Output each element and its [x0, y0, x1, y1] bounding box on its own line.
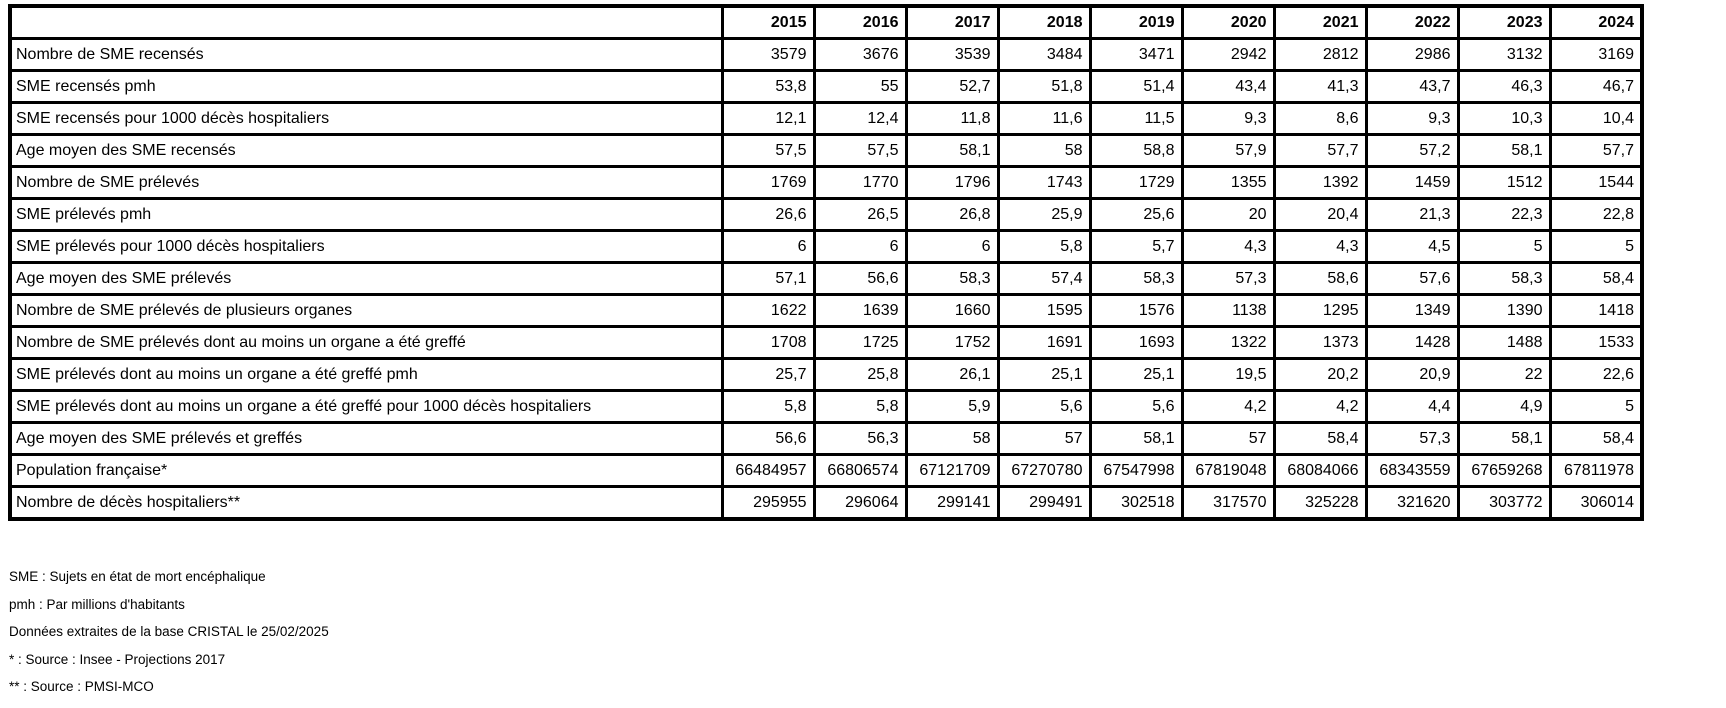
value-cell: 295955	[722, 487, 814, 520]
value-cell: 26,5	[814, 199, 906, 231]
value-cell: 57,5	[722, 135, 814, 167]
value-cell: 1691	[998, 327, 1090, 359]
value-cell: 5	[1550, 391, 1642, 423]
value-cell: 57,7	[1550, 135, 1642, 167]
value-cell: 25,1	[1090, 359, 1182, 391]
value-cell: 12,4	[814, 103, 906, 135]
value-cell: 67659268	[1458, 455, 1550, 487]
year-header-2018: 2018	[998, 6, 1090, 39]
value-cell: 4,9	[1458, 391, 1550, 423]
value-cell: 5,6	[998, 391, 1090, 423]
value-cell: 1660	[906, 295, 998, 327]
value-cell: 22,6	[1550, 359, 1642, 391]
table-row	[10, 167, 1642, 199]
value-cell: 1770	[814, 167, 906, 199]
table-row	[10, 199, 1642, 231]
value-cell: 58,4	[1274, 423, 1366, 455]
value-cell: 1729	[1090, 167, 1182, 199]
year-header-2019: 2019	[1090, 6, 1182, 39]
value-cell: 5	[1458, 231, 1550, 263]
value-cell: 20	[1182, 199, 1274, 231]
value-cell: 68084066	[1274, 455, 1366, 487]
value-cell: 5,6	[1090, 391, 1182, 423]
value-cell: 1622	[722, 295, 814, 327]
value-cell: 4,3	[1182, 231, 1274, 263]
table-row	[10, 71, 1642, 103]
year-header-2017: 2017	[906, 6, 998, 39]
value-cell: 1418	[1550, 295, 1642, 327]
value-cell: 317570	[1182, 487, 1274, 520]
year-header-2020: 2020	[1182, 6, 1274, 39]
value-cell: 1390	[1458, 295, 1550, 327]
footnote: pmh : Par millions d'habitants	[9, 596, 185, 612]
value-cell: 56,6	[814, 263, 906, 295]
value-cell: 58	[906, 423, 998, 455]
value-cell: 58,1	[1458, 135, 1550, 167]
table-header-row	[10, 6, 1642, 39]
value-cell: 67270780	[998, 455, 1090, 487]
table-body	[10, 39, 1642, 520]
row-label: SME prélevés pmh	[10, 199, 722, 231]
value-cell: 57,3	[1366, 423, 1458, 455]
value-cell: 26,1	[906, 359, 998, 391]
value-cell: 57,2	[1366, 135, 1458, 167]
value-cell: 5	[1550, 231, 1642, 263]
value-cell: 1769	[722, 167, 814, 199]
value-cell: 4,2	[1182, 391, 1274, 423]
value-cell: 58,3	[906, 263, 998, 295]
year-header-2016: 2016	[814, 6, 906, 39]
value-cell: 22,8	[1550, 199, 1642, 231]
value-cell: 57,6	[1366, 263, 1458, 295]
footnote: ** : Source : PMSI-MCO	[9, 679, 154, 694]
value-cell: 1138	[1182, 295, 1274, 327]
value-cell: 11,5	[1090, 103, 1182, 135]
footnote: Données extraites de la base CRISTAL le 25/02/2025	[9, 624, 329, 639]
row-label: Age moyen des SME prélevés et greffés	[10, 423, 722, 455]
table-row	[10, 455, 1642, 487]
value-cell: 58,1	[906, 135, 998, 167]
value-cell: 1725	[814, 327, 906, 359]
value-cell: 2986	[1366, 39, 1458, 71]
value-cell: 4,5	[1366, 231, 1458, 263]
value-cell: 25,1	[998, 359, 1090, 391]
value-cell: 5,9	[906, 391, 998, 423]
value-cell: 9,3	[1366, 103, 1458, 135]
row-label: Nombre de SME prélevés de plusieurs organes	[10, 295, 722, 327]
value-cell: 67811978	[1550, 455, 1642, 487]
row-label: Nombre de SME recensés	[10, 39, 722, 71]
value-cell: 299141	[906, 487, 998, 520]
value-cell: 6	[722, 231, 814, 263]
value-cell: 1639	[814, 295, 906, 327]
year-header-2015: 2015	[722, 6, 814, 39]
row-label: SME prélevés dont au moins un organe a été greffé pour 1000 décès hospitaliers	[10, 391, 722, 423]
table-row	[10, 39, 1642, 71]
footnote: * : Source : Insee - Projections 2017	[9, 651, 226, 667]
row-label: Nombre de SME prélevés	[10, 167, 722, 199]
value-cell: 25,6	[1090, 199, 1182, 231]
value-cell: 12,1	[722, 103, 814, 135]
sme-statistics-table	[8, 4, 1644, 521]
value-cell: 1428	[1366, 327, 1458, 359]
value-cell: 299491	[998, 487, 1090, 520]
row-label: SME prélevés pour 1000 décès hospitaliers	[10, 231, 722, 263]
value-cell: 58,3	[1458, 263, 1550, 295]
value-cell: 1392	[1274, 167, 1366, 199]
value-cell: 11,8	[906, 103, 998, 135]
value-cell: 46,7	[1550, 71, 1642, 103]
value-cell: 1488	[1458, 327, 1550, 359]
row-label: Age moyen des SME recensés	[10, 135, 722, 167]
value-cell: 4,2	[1274, 391, 1366, 423]
table-row	[10, 231, 1642, 263]
table-row	[10, 263, 1642, 295]
value-cell: 26,8	[906, 199, 998, 231]
value-cell: 1349	[1366, 295, 1458, 327]
value-cell: 46,3	[1458, 71, 1550, 103]
value-cell: 68343559	[1366, 455, 1458, 487]
value-cell: 55	[814, 71, 906, 103]
row-label: Age moyen des SME prélevés	[10, 263, 722, 295]
value-cell: 57,9	[1182, 135, 1274, 167]
year-header-2024: 2024	[1550, 6, 1642, 39]
value-cell: 11,6	[998, 103, 1090, 135]
value-cell: 1295	[1274, 295, 1366, 327]
value-cell: 2812	[1274, 39, 1366, 71]
value-cell: 5,8	[998, 231, 1090, 263]
value-cell: 20,9	[1366, 359, 1458, 391]
value-cell: 296064	[814, 487, 906, 520]
value-cell: 22	[1458, 359, 1550, 391]
table-row	[10, 135, 1642, 167]
value-cell: 56,6	[722, 423, 814, 455]
value-cell: 306014	[1550, 487, 1642, 520]
value-cell: 66484957	[722, 455, 814, 487]
value-cell: 57,7	[1274, 135, 1366, 167]
value-cell: 5,8	[722, 391, 814, 423]
value-cell: 6	[906, 231, 998, 263]
value-cell: 51,8	[998, 71, 1090, 103]
value-cell: 53,8	[722, 71, 814, 103]
value-cell: 5,8	[814, 391, 906, 423]
value-cell: 3169	[1550, 39, 1642, 71]
value-cell: 1708	[722, 327, 814, 359]
value-cell: 302518	[1090, 487, 1182, 520]
value-cell: 20,4	[1274, 199, 1366, 231]
value-cell: 5,7	[1090, 231, 1182, 263]
table-row	[10, 487, 1642, 520]
value-cell: 8,6	[1274, 103, 1366, 135]
value-cell: 58,4	[1550, 423, 1642, 455]
value-cell: 325228	[1274, 487, 1366, 520]
row-label: Nombre de décès hospitaliers**	[10, 487, 722, 520]
value-cell: 57	[998, 423, 1090, 455]
row-label: SME recensés pmh	[10, 71, 722, 103]
footnote: SME : Sujets en état de mort encéphalique	[9, 569, 266, 584]
value-cell: 58,1	[1458, 423, 1550, 455]
value-cell: 56,3	[814, 423, 906, 455]
value-cell: 9,3	[1182, 103, 1274, 135]
value-cell: 10,3	[1458, 103, 1550, 135]
value-cell: 58,3	[1090, 263, 1182, 295]
row-label: Nombre de SME prélevés dont au moins un organe a été greffé	[10, 327, 722, 359]
value-cell: 1459	[1366, 167, 1458, 199]
value-cell: 1322	[1182, 327, 1274, 359]
value-cell: 1373	[1274, 327, 1366, 359]
value-cell: 1693	[1090, 327, 1182, 359]
value-cell: 58,4	[1550, 263, 1642, 295]
table-row	[10, 359, 1642, 391]
table-row	[10, 423, 1642, 455]
value-cell: 57,5	[814, 135, 906, 167]
row-label: SME recensés pour 1000 décès hospitaliers	[10, 103, 722, 135]
value-cell: 1595	[998, 295, 1090, 327]
table-row	[10, 103, 1642, 135]
value-cell: 3539	[906, 39, 998, 71]
value-cell: 303772	[1458, 487, 1550, 520]
value-cell: 3484	[998, 39, 1090, 71]
table-row	[10, 391, 1642, 423]
value-cell: 10,4	[1550, 103, 1642, 135]
value-cell: 20,2	[1274, 359, 1366, 391]
value-cell: 1512	[1458, 167, 1550, 199]
year-header-2023: 2023	[1458, 6, 1550, 39]
value-cell: 58	[998, 135, 1090, 167]
value-cell: 1355	[1182, 167, 1274, 199]
value-cell: 1752	[906, 327, 998, 359]
year-header-2022: 2022	[1366, 6, 1458, 39]
table-row	[10, 327, 1642, 359]
value-cell: 1743	[998, 167, 1090, 199]
value-cell: 25,9	[998, 199, 1090, 231]
value-cell: 57,1	[722, 263, 814, 295]
value-cell: 41,3	[1274, 71, 1366, 103]
value-cell: 67121709	[906, 455, 998, 487]
table-row	[10, 295, 1642, 327]
row-label: Population française*	[10, 455, 722, 487]
value-cell: 57,3	[1182, 263, 1274, 295]
corner-cell	[10, 6, 722, 39]
value-cell: 4,4	[1366, 391, 1458, 423]
value-cell: 3471	[1090, 39, 1182, 71]
value-cell: 58,8	[1090, 135, 1182, 167]
value-cell: 66806574	[814, 455, 906, 487]
value-cell: 1576	[1090, 295, 1182, 327]
value-cell: 4,3	[1274, 231, 1366, 263]
row-label: SME prélevés dont au moins un organe a été greffé pmh	[10, 359, 722, 391]
value-cell: 67547998	[1090, 455, 1182, 487]
value-cell: 25,7	[722, 359, 814, 391]
value-cell: 52,7	[906, 71, 998, 103]
value-cell: 2942	[1182, 39, 1274, 71]
value-cell: 57,4	[998, 263, 1090, 295]
value-cell: 67819048	[1182, 455, 1274, 487]
value-cell: 3132	[1458, 39, 1550, 71]
value-cell: 1533	[1550, 327, 1642, 359]
footnotes-block	[9, 563, 329, 701]
value-cell: 26,6	[722, 199, 814, 231]
value-cell: 21,3	[1366, 199, 1458, 231]
value-cell: 19,5	[1182, 359, 1274, 391]
year-header-2021: 2021	[1274, 6, 1366, 39]
value-cell: 1796	[906, 167, 998, 199]
value-cell: 43,4	[1182, 71, 1274, 103]
value-cell: 58,6	[1274, 263, 1366, 295]
value-cell: 25,8	[814, 359, 906, 391]
value-cell: 3676	[814, 39, 906, 71]
value-cell: 51,4	[1090, 71, 1182, 103]
value-cell: 57	[1182, 423, 1274, 455]
value-cell: 43,7	[1366, 71, 1458, 103]
value-cell: 3579	[722, 39, 814, 71]
value-cell: 1544	[1550, 167, 1642, 199]
value-cell: 6	[814, 231, 906, 263]
value-cell: 58,1	[1090, 423, 1182, 455]
value-cell: 321620	[1366, 487, 1458, 520]
value-cell: 22,3	[1458, 199, 1550, 231]
